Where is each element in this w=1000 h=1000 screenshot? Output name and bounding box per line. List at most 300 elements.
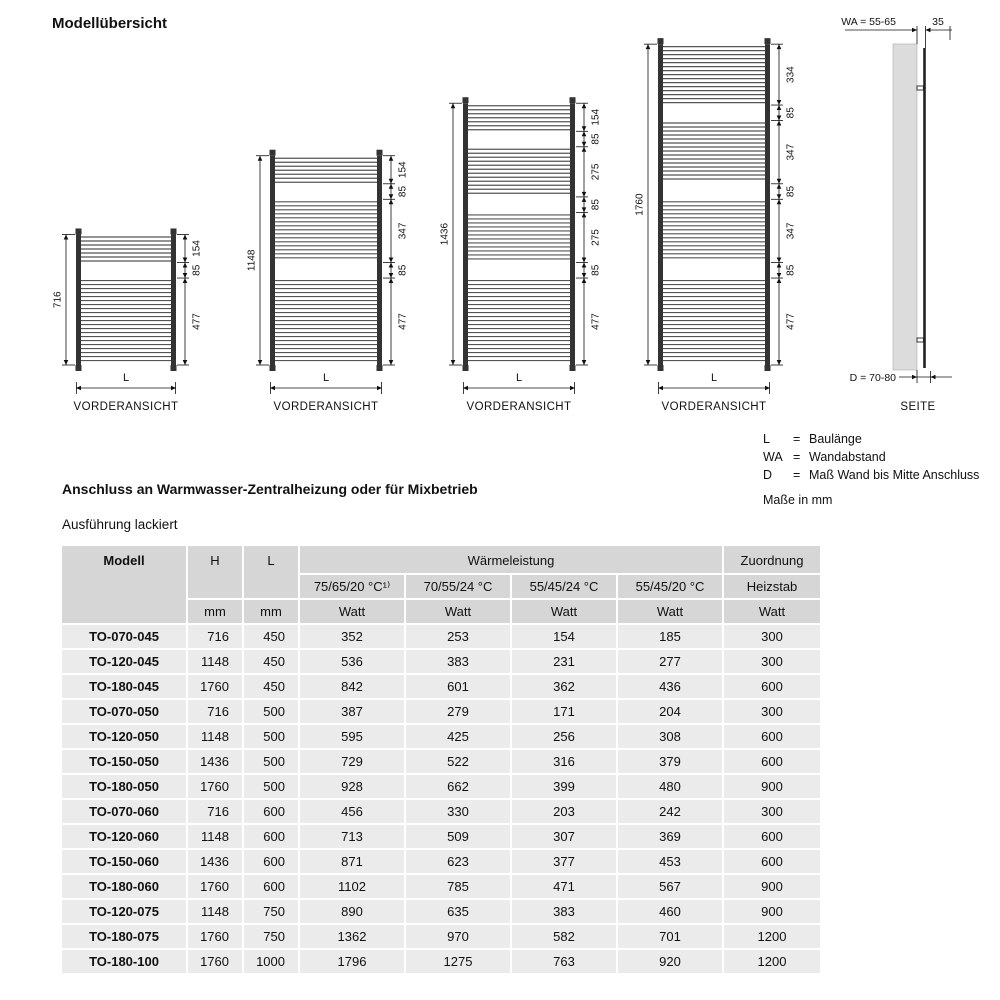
value-cell: 509 bbox=[406, 825, 510, 848]
dimension-annotations bbox=[53, 234, 203, 394]
dimension-arrow bbox=[777, 100, 782, 105]
dimension-arrow bbox=[582, 192, 587, 197]
dimension-arrow bbox=[389, 194, 394, 199]
value-cell: 716 bbox=[188, 700, 242, 723]
dimension-label: 477 bbox=[191, 313, 203, 330]
collector-rail bbox=[171, 234, 176, 365]
value-cell: 242 bbox=[618, 800, 722, 823]
dimension-arrow bbox=[389, 360, 394, 365]
value-cell: 1760 bbox=[188, 950, 242, 973]
value-cell: 300 bbox=[724, 700, 820, 723]
dimension-label: 85 bbox=[397, 264, 409, 276]
collector-rail bbox=[765, 44, 770, 365]
model-cell: TO-070-045 bbox=[62, 625, 186, 648]
value-cell: 928 bbox=[300, 775, 404, 798]
col-group-waermeleistung: Wärmeleistung bbox=[300, 546, 722, 573]
dimension-arrow bbox=[912, 375, 917, 380]
dimension-label: 85 bbox=[191, 264, 203, 276]
value-cell: 763 bbox=[512, 950, 616, 973]
radiator-rails bbox=[76, 228, 177, 371]
dimension-label: 85 bbox=[590, 264, 602, 276]
header-row-groups bbox=[62, 546, 820, 573]
rail-cap-bottom bbox=[570, 365, 576, 371]
legend-abbr: L bbox=[763, 432, 770, 446]
value-cell: 307 bbox=[512, 825, 616, 848]
value-cell: 425 bbox=[406, 725, 510, 748]
rail-cap-bottom bbox=[765, 365, 771, 371]
value-cell: 171 bbox=[512, 700, 616, 723]
value-cell: 480 bbox=[618, 775, 722, 798]
value-cell: 500 bbox=[244, 775, 298, 798]
value-cell: 662 bbox=[406, 775, 510, 798]
rail-cap-top bbox=[171, 228, 177, 234]
legend-text: Wandabstand bbox=[809, 450, 886, 464]
dimension-arrow bbox=[926, 28, 931, 33]
value-cell: 600 bbox=[244, 800, 298, 823]
dimension-arrow bbox=[582, 131, 587, 136]
dimension-arrow bbox=[258, 360, 263, 365]
dimension-arrow bbox=[912, 28, 917, 33]
value-cell: 970 bbox=[406, 925, 510, 948]
dimension-arrow bbox=[777, 258, 782, 263]
value-cell: 1436 bbox=[188, 850, 242, 873]
value-cell: 277 bbox=[618, 650, 722, 673]
rail-cap-bottom bbox=[270, 365, 276, 371]
dimension-label: 85 bbox=[590, 199, 602, 211]
table-row bbox=[62, 725, 820, 748]
value-cell: 450 bbox=[244, 675, 298, 698]
wall-profile bbox=[893, 44, 917, 370]
legend-abbr: WA bbox=[763, 450, 783, 464]
radiator-rails bbox=[270, 150, 383, 371]
col-header-temp-1: 75/65/20 °C¹⁾ bbox=[300, 575, 404, 598]
spec-table bbox=[60, 544, 822, 975]
dimension-arrow bbox=[777, 194, 782, 199]
dimension-label: 347 bbox=[785, 222, 797, 240]
value-cell: 920 bbox=[618, 950, 722, 973]
table-row bbox=[62, 625, 820, 648]
value-cell: 300 bbox=[724, 650, 820, 673]
value-cell: 1362 bbox=[300, 925, 404, 948]
value-cell: 785 bbox=[406, 875, 510, 898]
legend-item-l bbox=[763, 430, 979, 448]
dimension-label: 154 bbox=[191, 240, 203, 257]
dimension-arrow bbox=[183, 263, 188, 268]
tube-pattern bbox=[663, 47, 765, 361]
rail-cap-top bbox=[377, 150, 383, 156]
value-cell: 1148 bbox=[188, 825, 242, 848]
dimension-arrow bbox=[389, 156, 394, 161]
dimension-label: 347 bbox=[785, 143, 797, 161]
dimension-arrow bbox=[777, 105, 782, 110]
value-cell: 352 bbox=[300, 625, 404, 648]
value-cell: 383 bbox=[512, 900, 616, 923]
table-row bbox=[62, 700, 820, 723]
value-cell: 871 bbox=[300, 850, 404, 873]
value-cell: 1102 bbox=[300, 875, 404, 898]
value-cell: 256 bbox=[512, 725, 616, 748]
value-cell: 383 bbox=[406, 650, 510, 673]
value-cell: 600 bbox=[724, 850, 820, 873]
value-cell: 600 bbox=[244, 875, 298, 898]
value-cell: 1760 bbox=[188, 875, 242, 898]
dimension-label: 334 bbox=[785, 66, 797, 83]
view-caption: SEITE bbox=[900, 401, 936, 413]
value-cell: 300 bbox=[724, 625, 820, 648]
table-row bbox=[62, 875, 820, 898]
section-heading: Anschluss an Warmwasser-Zentralheizung oder für Mixbetrieb bbox=[62, 481, 478, 497]
legend-equals: = bbox=[793, 450, 801, 464]
value-cell: 450 bbox=[244, 650, 298, 673]
legend-equals: = bbox=[793, 432, 801, 446]
wa-dimension-label: WA = 55-65 bbox=[841, 16, 896, 28]
dimension-label: 477 bbox=[397, 313, 409, 330]
col-header-h: H bbox=[188, 546, 242, 598]
unit-mm-h: mm bbox=[188, 600, 242, 623]
dimension-arrow bbox=[582, 126, 587, 131]
value-cell: 716 bbox=[188, 625, 242, 648]
value-cell: 500 bbox=[244, 725, 298, 748]
rail-cap-top bbox=[570, 97, 576, 103]
unit-watt-1: Watt bbox=[300, 600, 404, 623]
dimension-arrow bbox=[777, 116, 782, 121]
value-cell: 595 bbox=[300, 725, 404, 748]
collector-rail bbox=[658, 44, 663, 365]
bracket-dimension-label: 35 bbox=[932, 16, 944, 28]
rail-cap-top bbox=[270, 150, 276, 156]
value-cell: 1275 bbox=[406, 950, 510, 973]
radiator-front-view-4 bbox=[635, 38, 797, 413]
model-cell: TO-180-075 bbox=[62, 925, 186, 948]
dimension-label: 85 bbox=[785, 185, 797, 198]
col-header-l: L bbox=[244, 546, 298, 598]
value-cell: 471 bbox=[512, 875, 616, 898]
rail-cap-top bbox=[76, 228, 82, 234]
dimension-arrow bbox=[777, 44, 782, 49]
table-row bbox=[62, 950, 820, 973]
model-cell: TO-070-060 bbox=[62, 800, 186, 823]
value-cell: 567 bbox=[618, 875, 722, 898]
view-caption: VORDERANSICHT bbox=[73, 401, 179, 413]
rail-cap-bottom bbox=[463, 365, 469, 371]
rail-cap-bottom bbox=[76, 365, 82, 371]
wall-bracket bbox=[917, 86, 923, 90]
table-row bbox=[62, 650, 820, 673]
value-cell: 1436 bbox=[188, 750, 242, 773]
value-cell: 716 bbox=[188, 800, 242, 823]
col-header-temp-3: 55/45/24 °C bbox=[512, 575, 616, 598]
value-cell: 1760 bbox=[188, 925, 242, 948]
dimension-label: 1760 bbox=[634, 193, 646, 216]
unit-watt-2: Watt bbox=[406, 600, 510, 623]
dimension-arrow bbox=[777, 179, 782, 184]
legend-abbr: D bbox=[763, 468, 773, 482]
tube-pattern bbox=[468, 106, 570, 361]
value-cell: 456 bbox=[300, 800, 404, 823]
value-cell: 1148 bbox=[188, 900, 242, 923]
value-cell: 600 bbox=[244, 825, 298, 848]
table-row bbox=[62, 825, 820, 848]
collector-rail bbox=[76, 234, 81, 365]
dimension-arrow bbox=[258, 156, 263, 161]
value-cell: 1200 bbox=[724, 950, 820, 973]
value-cell: 1000 bbox=[244, 950, 298, 973]
value-cell: 300 bbox=[724, 800, 820, 823]
value-cell: 185 bbox=[618, 625, 722, 648]
unit-watt-3: Watt bbox=[512, 600, 616, 623]
value-cell: 231 bbox=[512, 650, 616, 673]
dimension-label: 477 bbox=[590, 313, 602, 330]
value-cell: 600 bbox=[724, 675, 820, 698]
value-cell: 500 bbox=[244, 750, 298, 773]
value-cell: 253 bbox=[406, 625, 510, 648]
dimension-arrow bbox=[582, 263, 587, 268]
value-cell: 500 bbox=[244, 700, 298, 723]
model-cell: TO-180-100 bbox=[62, 950, 186, 973]
length-label: L bbox=[515, 372, 523, 384]
collector-rail bbox=[270, 156, 275, 365]
dimension-arrow bbox=[582, 147, 587, 152]
dimension-arrow bbox=[777, 263, 782, 268]
dimension-arrow bbox=[582, 278, 587, 283]
value-cell: 582 bbox=[512, 925, 616, 948]
legend bbox=[763, 430, 979, 509]
dimension-label: 154 bbox=[397, 161, 409, 179]
value-cell: 203 bbox=[512, 800, 616, 823]
value-cell: 453 bbox=[618, 850, 722, 873]
length-label: L bbox=[710, 372, 718, 384]
value-cell: 387 bbox=[300, 700, 404, 723]
dimension-arrow bbox=[389, 199, 394, 204]
d-dimension-label: D = 70-80 bbox=[849, 372, 896, 384]
value-cell: 1760 bbox=[188, 675, 242, 698]
tube-pattern bbox=[81, 237, 171, 361]
value-cell: 460 bbox=[618, 900, 722, 923]
col-header-temp-2: 70/55/24 °C bbox=[406, 575, 510, 598]
value-cell: 701 bbox=[618, 925, 722, 948]
value-cell: 900 bbox=[724, 900, 820, 923]
model-cell: TO-120-045 bbox=[62, 650, 186, 673]
legend-equals: = bbox=[793, 468, 801, 482]
radiator-front-view-1 bbox=[53, 228, 203, 413]
value-cell: 399 bbox=[512, 775, 616, 798]
table-row bbox=[62, 775, 820, 798]
legend-item-wa bbox=[763, 448, 979, 466]
value-cell: 204 bbox=[618, 700, 722, 723]
value-cell: 635 bbox=[406, 900, 510, 923]
dimension-arrow bbox=[389, 263, 394, 268]
value-cell: 522 bbox=[406, 750, 510, 773]
value-cell: 601 bbox=[406, 675, 510, 698]
dimension-arrow bbox=[777, 360, 782, 365]
value-cell: 377 bbox=[512, 850, 616, 873]
side-view bbox=[841, 16, 952, 413]
finish-note: Ausführung lackiert bbox=[62, 517, 178, 532]
value-cell: 890 bbox=[300, 900, 404, 923]
rail-cap-top bbox=[658, 38, 664, 44]
dimension-arrow bbox=[777, 278, 782, 283]
dimension-arrow bbox=[931, 375, 936, 380]
radiator-side-profile bbox=[923, 48, 926, 368]
dimension-label: 477 bbox=[785, 313, 797, 330]
rail-cap-top bbox=[463, 97, 469, 103]
model-cell: TO-180-045 bbox=[62, 675, 186, 698]
dimension-arrow bbox=[183, 258, 188, 263]
value-cell: 1796 bbox=[300, 950, 404, 973]
wall-bracket bbox=[917, 338, 923, 342]
dimension-label: 154 bbox=[590, 108, 602, 126]
value-cell: 600 bbox=[724, 825, 820, 848]
rail-cap-bottom bbox=[171, 365, 177, 371]
value-cell: 750 bbox=[244, 925, 298, 948]
legend-text: Maß Wand bis Mitte Anschluss bbox=[809, 468, 980, 482]
rail-cap-bottom bbox=[377, 365, 383, 371]
dimension-arrow bbox=[582, 273, 587, 278]
radiator-rails bbox=[463, 97, 576, 371]
model-diagrams bbox=[0, 0, 1000, 420]
collector-rail bbox=[570, 103, 575, 365]
col-header-heizstab: Heizstab bbox=[724, 575, 820, 598]
dimension-arrow bbox=[64, 234, 69, 239]
spec-table-body bbox=[62, 625, 820, 973]
length-label: L bbox=[322, 372, 330, 384]
dimension-label: 85 bbox=[785, 264, 797, 276]
value-cell: 1200 bbox=[724, 925, 820, 948]
dimension-label: 1148 bbox=[246, 249, 258, 272]
dimension-arrow bbox=[646, 44, 651, 49]
dimension-arrow bbox=[183, 273, 188, 278]
value-cell: 1760 bbox=[188, 775, 242, 798]
model-cell: TO-150-050 bbox=[62, 750, 186, 773]
model-cell: TO-180-060 bbox=[62, 875, 186, 898]
view-caption: VORDERANSICHT bbox=[273, 401, 379, 413]
legend-text: Baulänge bbox=[809, 432, 862, 446]
rail-cap-bottom bbox=[658, 365, 664, 371]
table-row bbox=[62, 850, 820, 873]
value-cell: 713 bbox=[300, 825, 404, 848]
dimension-arrow bbox=[451, 360, 456, 365]
value-cell: 379 bbox=[618, 750, 722, 773]
dimension-arrow bbox=[582, 212, 587, 217]
dimension-label: 85 bbox=[397, 185, 409, 198]
value-cell: 308 bbox=[618, 725, 722, 748]
dimension-arrow bbox=[777, 184, 782, 189]
dimension-arrow bbox=[582, 258, 587, 263]
radiator-front-view-3 bbox=[440, 97, 602, 413]
value-cell: 536 bbox=[300, 650, 404, 673]
table-row bbox=[62, 750, 820, 773]
dimension-label: 347 bbox=[397, 222, 409, 240]
value-cell: 900 bbox=[724, 775, 820, 798]
table-row bbox=[62, 800, 820, 823]
dimension-arrow bbox=[389, 278, 394, 283]
value-cell: 436 bbox=[618, 675, 722, 698]
dimension-arrow bbox=[777, 121, 782, 126]
value-cell: 1148 bbox=[188, 725, 242, 748]
table-row bbox=[62, 900, 820, 923]
col-group-zuordnung: Zuordnung bbox=[724, 546, 820, 573]
legend-item-d bbox=[763, 466, 979, 484]
model-cell: TO-120-050 bbox=[62, 725, 186, 748]
dimension-arrow bbox=[582, 197, 587, 202]
unit-watt-4: Watt bbox=[618, 600, 722, 623]
dimension-label: 716 bbox=[52, 291, 64, 309]
view-caption: VORDERANSICHT bbox=[466, 401, 572, 413]
rail-cap-top bbox=[765, 38, 771, 44]
value-cell: 154 bbox=[512, 625, 616, 648]
dimension-arrow bbox=[389, 184, 394, 189]
value-cell: 330 bbox=[406, 800, 510, 823]
value-cell: 369 bbox=[618, 825, 722, 848]
value-cell: 362 bbox=[512, 675, 616, 698]
model-cell: TO-150-060 bbox=[62, 850, 186, 873]
col-header-temp-4: 55/45/20 °C bbox=[618, 575, 722, 598]
table-row bbox=[62, 925, 820, 948]
value-cell: 1148 bbox=[188, 650, 242, 673]
dimension-arrow bbox=[389, 258, 394, 263]
dimension-label: 85 bbox=[590, 133, 602, 145]
dimension-arrow bbox=[389, 273, 394, 278]
dimension-label: 275 bbox=[590, 229, 602, 246]
unit-watt-heizstab: Watt bbox=[724, 600, 820, 623]
dimension-label: 275 bbox=[590, 163, 602, 181]
collector-rail bbox=[463, 103, 468, 365]
model-cell: TO-180-050 bbox=[62, 775, 186, 798]
value-cell: 450 bbox=[244, 625, 298, 648]
model-cell: TO-120-060 bbox=[62, 825, 186, 848]
length-label: L bbox=[122, 372, 130, 384]
dimension-arrow bbox=[183, 278, 188, 283]
dimension-arrow bbox=[64, 360, 69, 365]
view-caption: VORDERANSICHT bbox=[661, 401, 767, 413]
dimension-arrow bbox=[582, 103, 587, 108]
value-cell: 842 bbox=[300, 675, 404, 698]
dimension-arrow bbox=[777, 199, 782, 204]
value-cell: 600 bbox=[724, 750, 820, 773]
tube-pattern bbox=[275, 158, 377, 360]
dimension-arrow bbox=[777, 273, 782, 278]
value-cell: 600 bbox=[244, 850, 298, 873]
units-note: Maße in mm bbox=[763, 493, 833, 507]
dimension-arrow bbox=[389, 179, 394, 184]
dimension-arrow bbox=[183, 360, 188, 365]
model-cell: TO-120-075 bbox=[62, 900, 186, 923]
radiator-front-view-2 bbox=[247, 150, 409, 413]
unit-mm-l: mm bbox=[244, 600, 298, 623]
table-row bbox=[62, 675, 820, 698]
value-cell: 900 bbox=[724, 875, 820, 898]
model-cell: TO-070-050 bbox=[62, 700, 186, 723]
value-cell: 279 bbox=[406, 700, 510, 723]
value-cell: 750 bbox=[244, 900, 298, 923]
dimension-arrow bbox=[183, 234, 188, 239]
col-header-modell: Modell bbox=[62, 546, 186, 623]
dimension-arrow bbox=[582, 360, 587, 365]
dimension-label: 1436 bbox=[439, 222, 451, 246]
collector-rail bbox=[377, 156, 382, 365]
dimension-arrow bbox=[451, 103, 456, 108]
value-cell: 729 bbox=[300, 750, 404, 773]
dimension-arrow bbox=[582, 142, 587, 147]
page-title: Modellübersicht bbox=[52, 15, 168, 32]
value-cell: 623 bbox=[406, 850, 510, 873]
dimension-arrow bbox=[582, 207, 587, 212]
spec-table-header bbox=[62, 546, 820, 623]
dimension-arrow bbox=[646, 360, 651, 365]
value-cell: 316 bbox=[512, 750, 616, 773]
value-cell: 600 bbox=[724, 725, 820, 748]
dimension-label: 85 bbox=[785, 107, 797, 119]
